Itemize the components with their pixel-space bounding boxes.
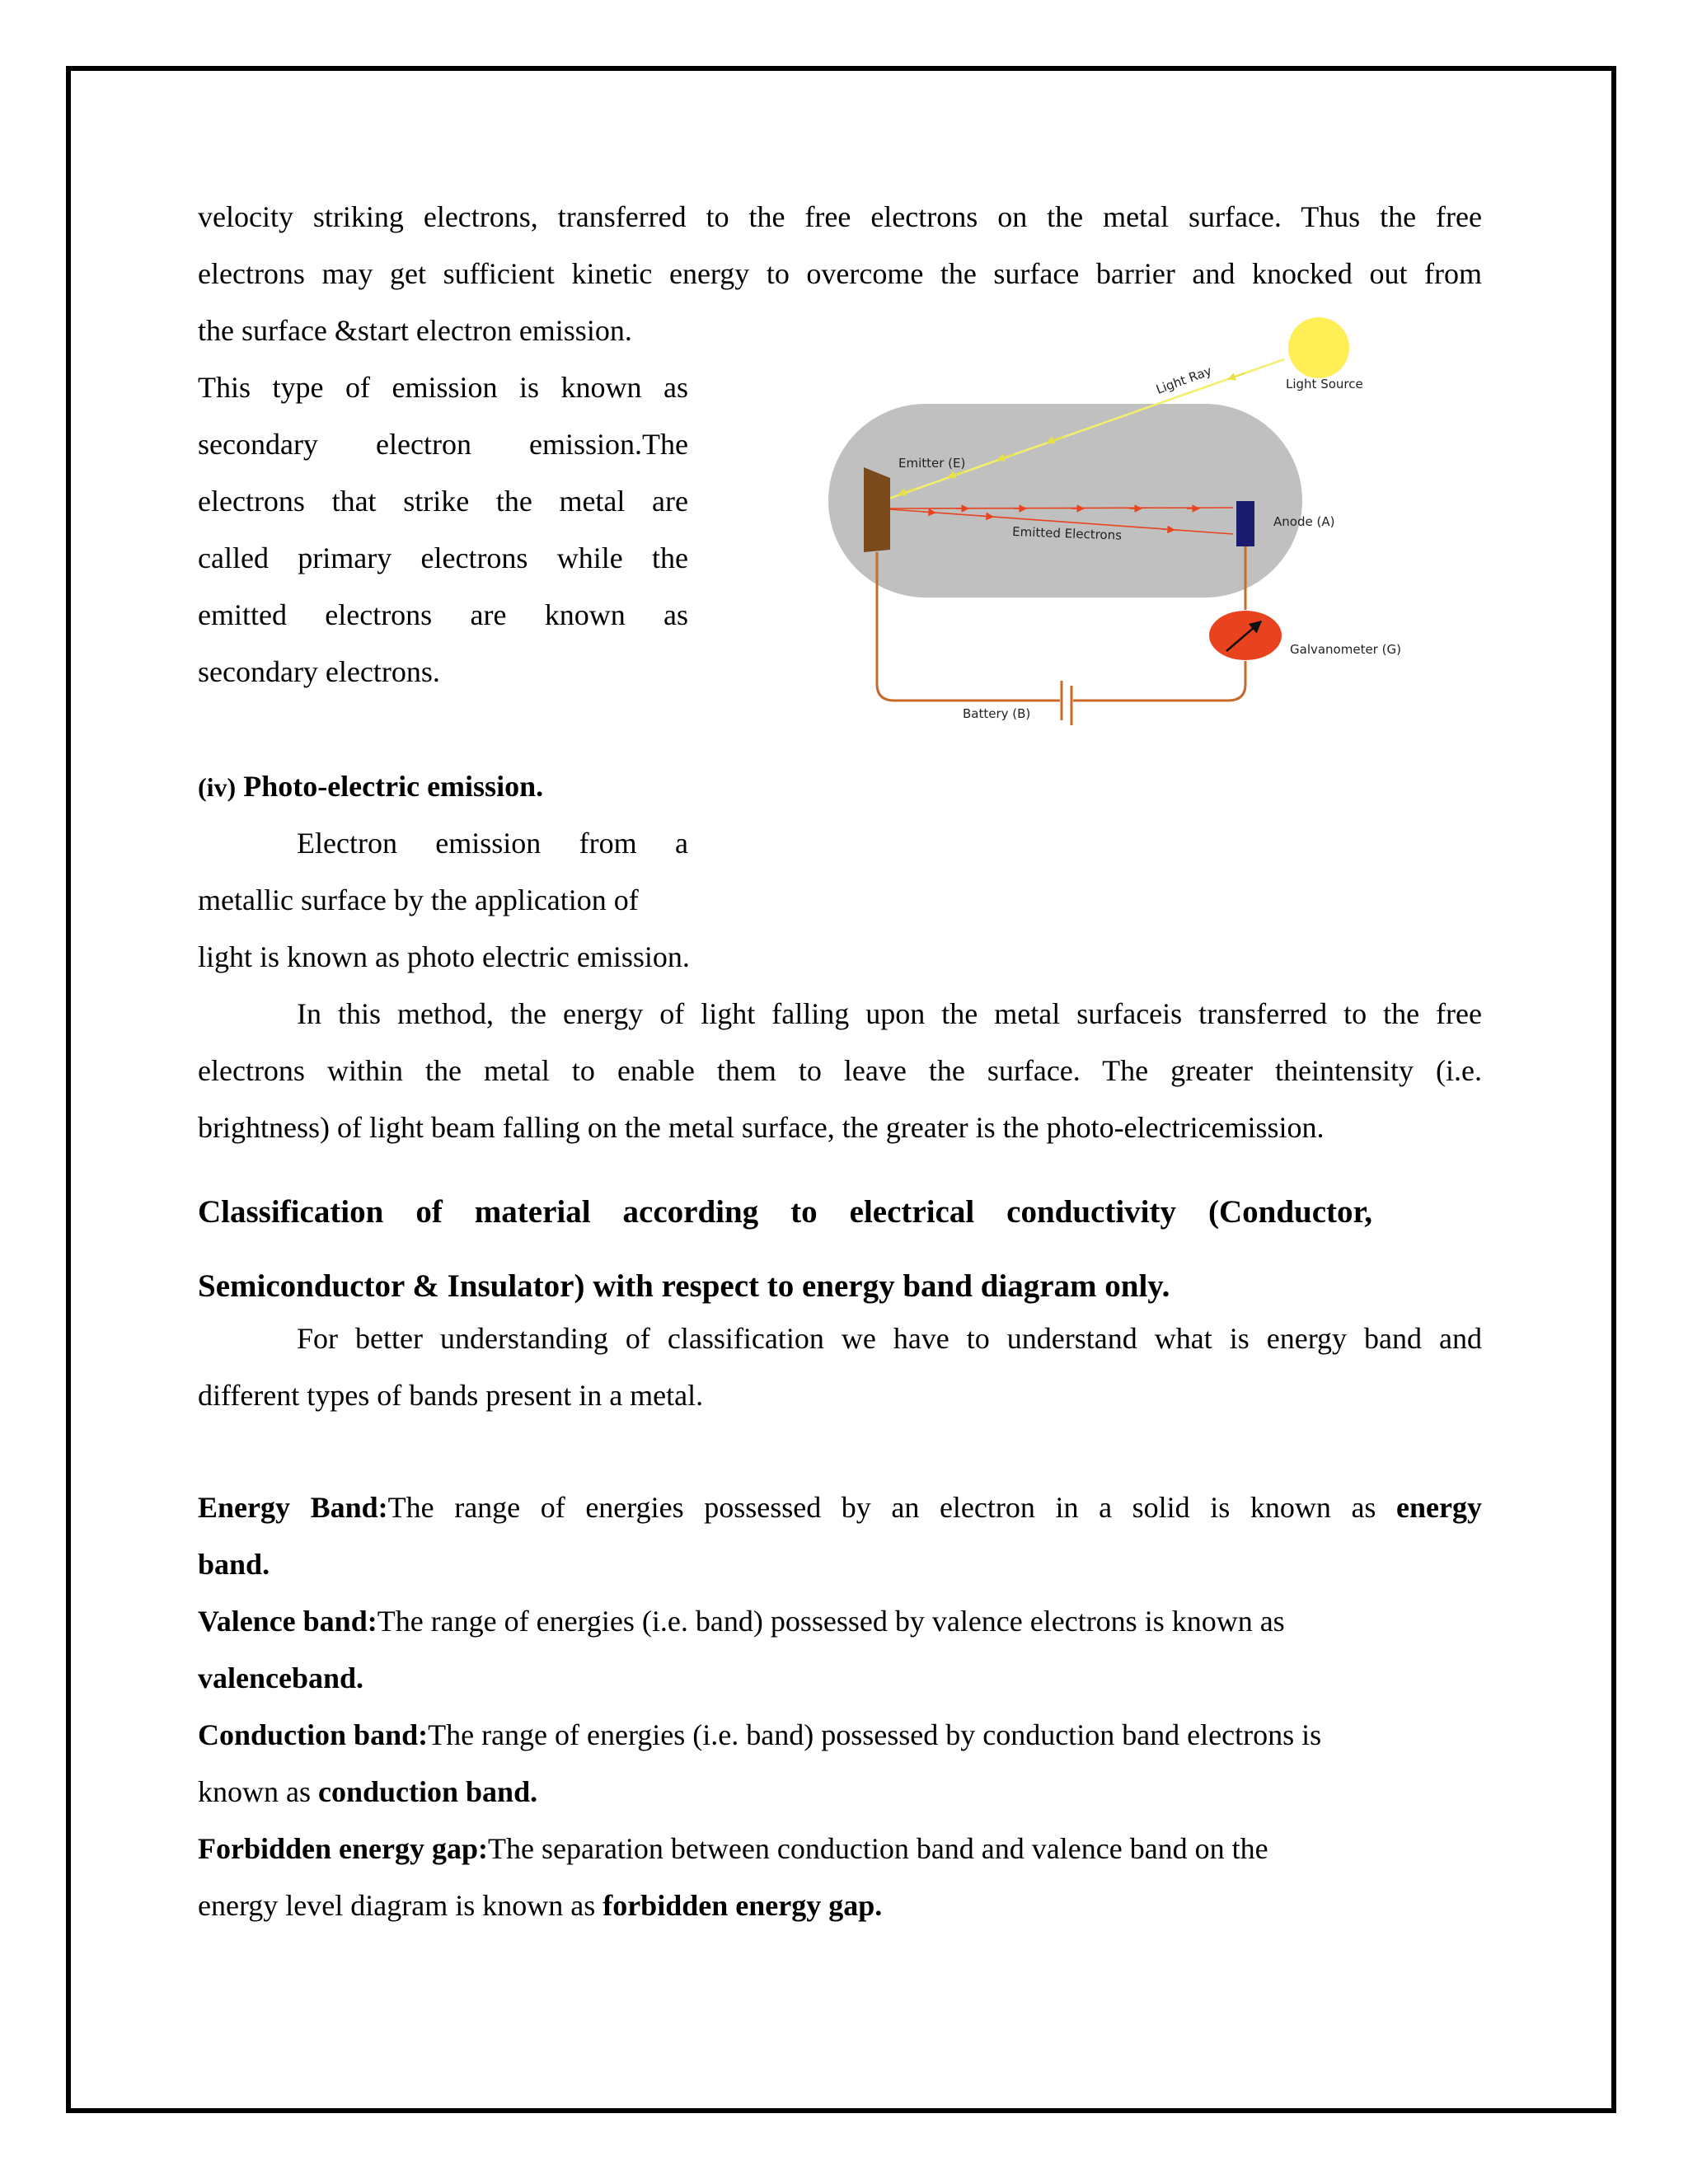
- para2-line1: This type of emission is known as: [198, 371, 688, 404]
- galvanometer-label: Galvanometer (G): [1290, 642, 1401, 657]
- classification-heading-line1: Classification of material according to electrical conductivity (Conductor,: [198, 1194, 1372, 1230]
- forbidden-gap-bold-end: forbidden energy gap.: [603, 1889, 883, 1922]
- emitted-electrons-label: Emitted Electrons: [1011, 524, 1123, 543]
- conduction-band-text: The range of energies (i.e. band) possessed by conduction band electrons is: [428, 1718, 1322, 1751]
- light-ray-label: Light Ray: [1154, 363, 1214, 397]
- light-ray-arrow: [1228, 373, 1245, 379]
- valence-band-text: The range of energies (i.e. band) possessed by valence electrons is known as: [377, 1605, 1285, 1638]
- para5-line2: different types of bands present in a metal.: [198, 1379, 704, 1412]
- valence-band-bold-end: valenceband.: [198, 1661, 364, 1694]
- para4-line1: In this method, the energy of light falling upon the metal surfaceis transferred to the free: [297, 997, 1482, 1030]
- electron-arrow: [981, 516, 993, 517]
- para1-line3: the surface &start electron emission.: [198, 314, 632, 347]
- para3-line2: metallic surface by the application of: [198, 883, 639, 916]
- energy-band-term: Energy Band:: [198, 1491, 388, 1524]
- para3-line3: light is known as photo electric emission.: [198, 940, 690, 973]
- section-iv-heading: [198, 758, 1022, 816]
- forbidden-gap-text: The separation between conduction band and valence band on the: [488, 1832, 1268, 1865]
- para2-line2: secondary electron emission.The: [198, 428, 688, 461]
- forbidden-gap-line2: [198, 1877, 1187, 1934]
- para4-line3: brightness) of light beam falling on the metal surface, the greater is the photo-electricemission.: [198, 1111, 1325, 1144]
- valence-band-term: Valence band:: [198, 1605, 377, 1638]
- para1-line1: velocity striking electrons, transferred to the free electrons on the metal surface. Thus the free: [198, 200, 1482, 233]
- electron-path: [890, 508, 1233, 509]
- conduction-band-line2: [198, 1764, 1022, 1821]
- anode-plate: [1236, 501, 1254, 546]
- para4-line2: electrons within the metal to enable them to leave the surface. The greater theintensity (i.e.: [198, 1054, 1482, 1087]
- emitter-plate: [864, 467, 890, 552]
- para2-line4: called primary electrons while the: [198, 541, 688, 574]
- section-number: (iv): [198, 772, 237, 802]
- energy-band-bold: energy: [1396, 1491, 1482, 1524]
- vacuum-tube: [828, 404, 1302, 598]
- conduction-band-term: Conduction band:: [198, 1718, 429, 1751]
- emitter-label: Emitter (E): [898, 456, 966, 471]
- para3-line1: Electron emission from a: [297, 827, 688, 860]
- para2-line3: electrons that strike the metal are: [198, 485, 688, 518]
- light-source-icon: [1288, 317, 1349, 378]
- photoelectric-emission-diagram: [816, 313, 1459, 725]
- battery-label: Battery (B): [963, 706, 1031, 721]
- conduction-band-definition: [198, 1707, 1517, 1764]
- forbidden-gap-text2: energy level diagram is known as: [198, 1889, 603, 1922]
- valence-band-definition: [198, 1593, 1517, 1650]
- light-source-label: Light Source: [1286, 377, 1363, 391]
- para2-line6: secondary electrons.: [198, 655, 440, 688]
- conduction-band-bold-end: conduction band.: [318, 1775, 538, 1808]
- anode-label: Anode (A): [1273, 514, 1335, 529]
- para5-line1: For better understanding of classification we have to understand what is energy band and: [297, 1322, 1482, 1355]
- classification-heading-line2: Semiconductor & Insulator) with respect to energy band diagram only.: [198, 1268, 1170, 1304]
- energy-band-text: The range of energies possessed by an electron in a solid is known as: [387, 1491, 1397, 1524]
- circuit-wire: [1073, 661, 1245, 701]
- conduction-band-text2: known as: [198, 1775, 318, 1808]
- forbidden-gap-term: Forbidden energy gap:: [198, 1832, 489, 1865]
- electron-arrow: [1162, 529, 1175, 530]
- section-title: Photo-electric emission.: [243, 770, 544, 803]
- electron-arrow: [923, 512, 935, 513]
- energy-band-definition: [198, 1479, 1482, 1536]
- energy-band-bold-end: band.: [198, 1548, 270, 1581]
- forbidden-gap-definition: [198, 1821, 1517, 1877]
- para2-line5: emitted electrons are known as: [198, 598, 688, 631]
- para1-line2: electrons may get sufficient kinetic energy to overcome the surface barrier and knocked out from: [198, 257, 1482, 290]
